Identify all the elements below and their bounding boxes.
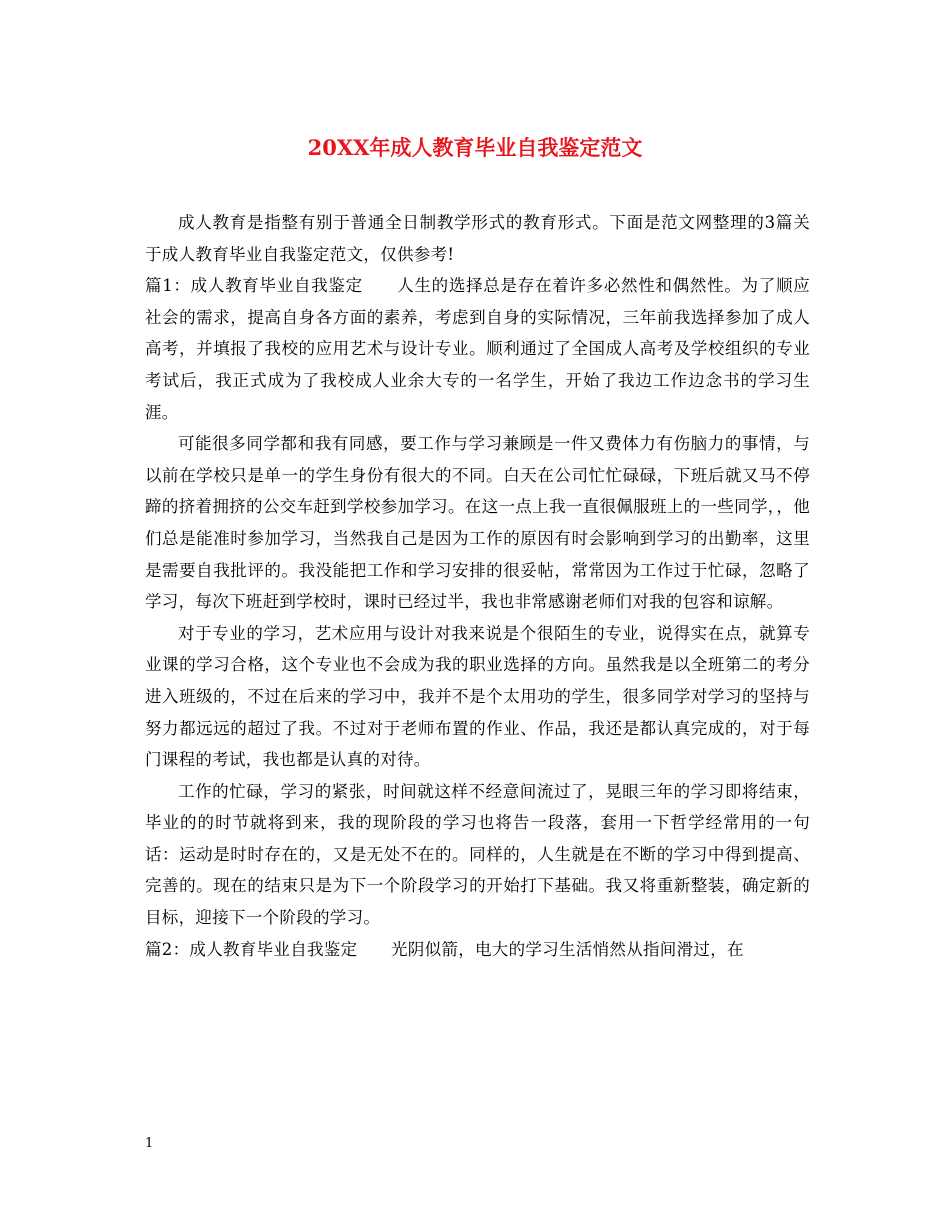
- article-1-paragraph-4: 工作的忙碌，学习的紧张，时间就这样不经意间流过了，晃眼三年的学习即将结束，毕业的的时节就将到来，我的现阶段的学习也将告一段落，套用一下哲学经常用的一句话：运动是时时存在的，又是无处不在的。同样的，人生就是在不断的学习中得到提高、完善的。现在的结束只是为下一个阶段学习的开始打下基础。我又将重新整装，确定新的目标，迎接下一个阶段的学习。: [145, 781, 810, 928]
- document-title: 20XX年成人教育毕业自我鉴定范文: [307, 135, 643, 160]
- page-number: 1: [145, 1136, 154, 1151]
- document-body: [145, 207, 810, 965]
- article-1-paragraph-3: 对于专业的学习，艺术应用与设计对我来说是个很陌生的专业，说得实在点，就算专业课的学习合格，这个专业也不会成为我的职业选择的方向。虽然我是以全班第二的考分进入班级的，不过在后来的学习中，我并不是个太用功的学生，很多同学对学习的坚持与努力都远远的超过了我。不过对于老师布置的作业、作品，我还是都认真完成的，对于每门课程的考试，我也都是认真的对待。: [145, 623, 810, 770]
- article-2-paragraph-1: 篇2：成人教育毕业自我鉴定 光阴似箭，电大的学习生活悄然从指间滑过，在: [145, 939, 744, 959]
- article-1-paragraph-2: 可能很多同学都和我有同感，要工作与学习兼顾是一件又费体力有伤脑力的事情，与以前在学校只是单一的学生身份有很大的不同。白天在公司忙忙碌碌，下班后就又马不停蹄的挤着拥挤的公交车赶到学校参加学习。在这一点上我一直很佩服班上的一些同学，，他们总是能准时参加学习，当然我自己是因为工作的原因有时会影响到学习的出勤率，这里是需要自我批评的。我没能把工作和学习安排的很妥帖，常常因为工作过于忙碌，忽略了学习，每次下班赶到学校时，课时已经过半，我也非常感谢老师们对我的包容和谅解。: [145, 434, 810, 612]
- intro-paragraph: 成人教育是指整有别于普通全日制教学形式的教育形式。下面是范文网整理的3篇关于成人教育毕业自我鉴定范文，仅供参考!: [145, 213, 810, 264]
- article-1-paragraph-1: 篇1：成人教育毕业自我鉴定 人生的选择总是存在着许多必然性和偶然性。为了顺应社会的需求，提高自身各方面的素养，考虑到自身的实际情况，三年前我选择参加了成人高考，并填报了我校的应用艺术与设计专业。顺利通过了全国成人高考及学校组织的专业考试后，我正式成为了我校成人业余大专的一名学生，开始了我边工作边念书的学习生涯。: [145, 276, 810, 422]
